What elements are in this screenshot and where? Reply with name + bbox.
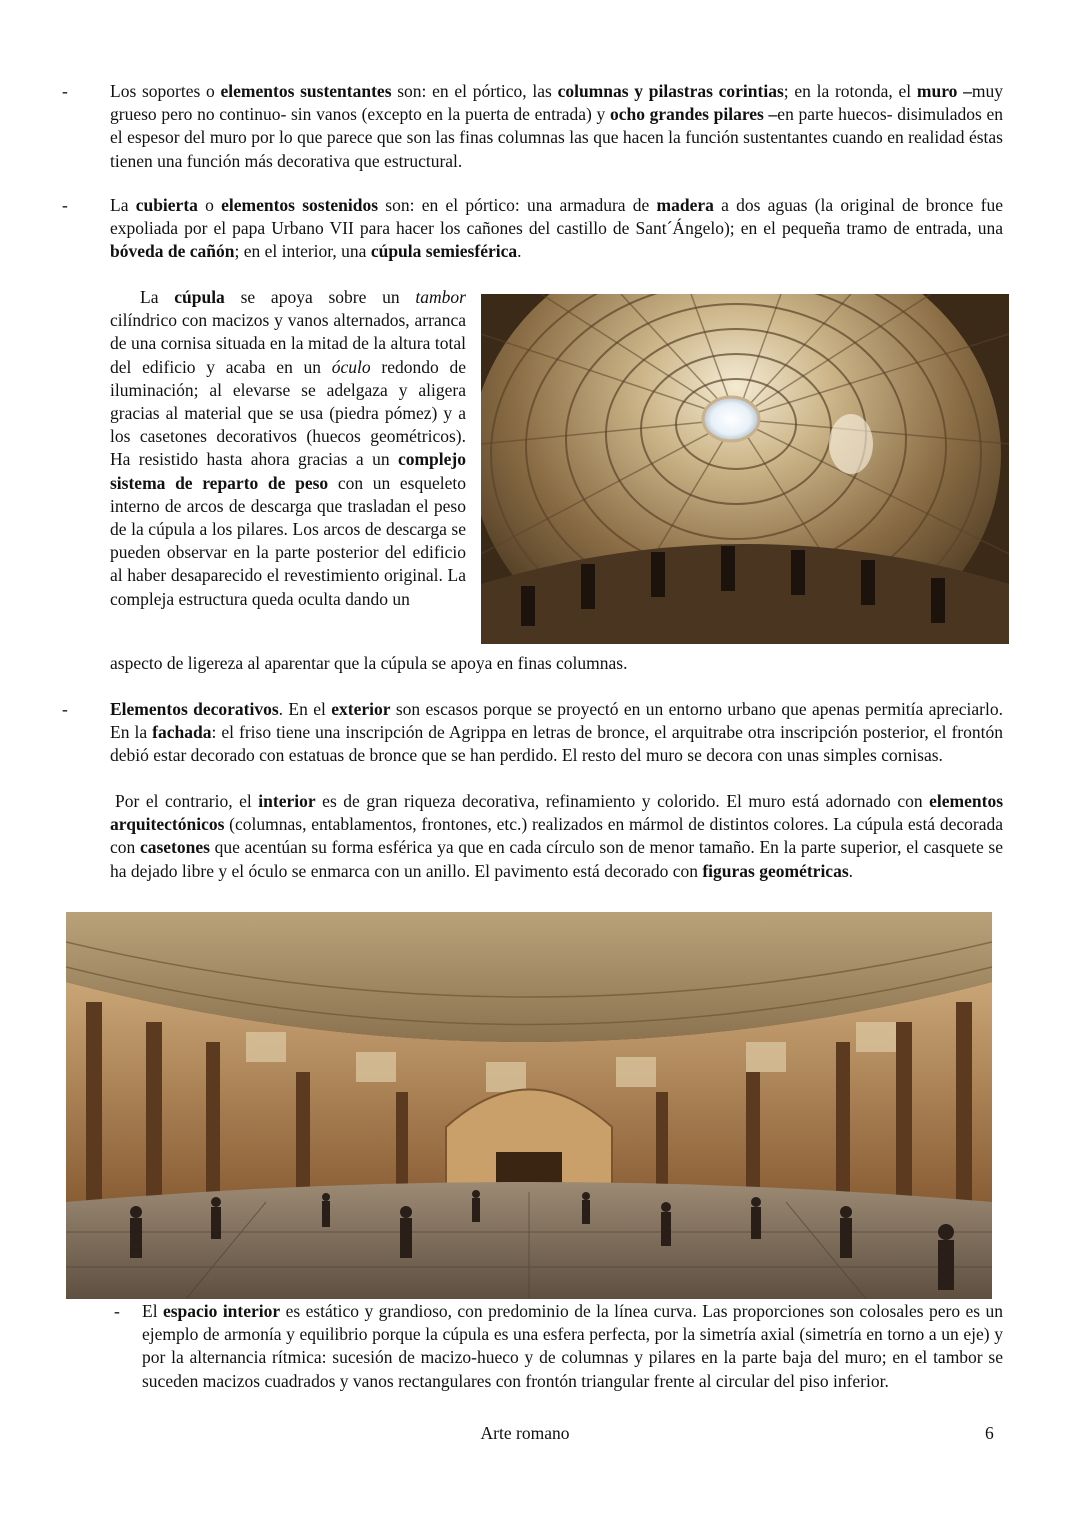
bullet-dash: - bbox=[62, 81, 68, 101]
paragraph-cupula-end: aspecto de ligereza al aparentar que la cúpula se apoya en finas columnas. bbox=[110, 653, 628, 673]
page-number: 6 bbox=[985, 1423, 994, 1443]
paragraph-soportes: Los soportes o elementos sustentantes son: en el pórtico, las columnas y pilastras corintias; en la rotonda, el muro –muy grueso pero no continuo- sin vanos (excepto en la puerta de entrada) y ocho grandes pilares –en parte huecos- disimulados en el espesor del muro por lo que parece que son las finas columnas las que hacen la función sustentantes cuando en realidad éstas tienen una función más decorativa que estructural. bbox=[110, 81, 1004, 171]
paragraph-elementos-decorativos: Elementos decorativos. En el exterior son escasos porque se proyectó en un entorno urbano que apenas permitía apreciarlo. En la fachada: el friso tiene una inscripción de Agrippa en letras de bronce, el arquitrabe otra inscripción posterior, el frontón debió estar decorado con estatuas de bronce que se han perdido. El resto del muro se decora con unas simples cornisas. bbox=[110, 699, 1003, 766]
paragraph-espacio-interior: El espacio interior es estático y grandioso, con predominio de la línea curva. Las proporciones son colosales pero es un ejemplo de armonía y equilibrio porque la cúpula es una esfera perfecta, por la simetría axial (simetría en torno a un eje) y por la alternancia rítmica: sucesión de macizo-hueco y de columnas y pilares en la parte baja del muro; en el tambor se suceden macizos cuadrados y vanos rectangulares con frontón triangular frente al circular del piso inferior. bbox=[142, 1301, 1003, 1391]
pantheon-interior-photo bbox=[66, 912, 992, 1299]
bullet-dash: - bbox=[62, 195, 68, 215]
footer-title: Arte romano bbox=[480, 1423, 570, 1443]
bullet-dash: - bbox=[62, 699, 68, 719]
paragraph-interior: Por el contrario, el interior es de gran riqueza decorativa, refinamiento y colorido. El muro está adornado con elementos arquitectónicos (columnas, entablamentos, frontones, etc.) realizados en mármol de distintos colores. La cúpula está decorada con casetones que acentúan su forma esférica ya que en cada círculo son de menor tamaño. En la parte superior, el casquete se ha dejado libre y el óculo se enmarca con un anillo. El pavimento está decorado con figuras geométricas. bbox=[110, 791, 1004, 881]
bullet-dash: - bbox=[114, 1301, 120, 1321]
paragraph-cubierta: La cubierta o elementos sostenidos son: en el pórtico: una armadura de madera a dos aguas (la original de bronce fue expoliada por el papa Urbano VII para hacer los cañones del castillo de Sant´Ángelo); en el pequeña tramo de entrada, una bóveda de cañón; en el interior, una cúpula semiesférica. bbox=[110, 195, 1003, 262]
pantheon-dome-photo bbox=[481, 294, 1009, 644]
paragraph-cupula: La cúpula se apoya sobre un tambor cilíndrico con macizos y vanos alternados, arranca de una cornisa situada en la mitad de la altura total del edificio y acaba en un óculo redondo de iluminación; al elevarse se adelgaza y aligera gracias al material que se usa (piedra pómez) y a los casetones decorativos (huecos geométricos). Ha resistido hasta ahora gracias a un complejo sistema de reparto de peso con un esqueleto interno de arcos de descarga que trasladan el peso de la cúpula a los pilares. Los arcos de descarga se pueden observar en la parte posterior del edificio al haber desaparecido el revestimiento original. La compleja estructura queda oculta dando un bbox=[110, 287, 466, 609]
